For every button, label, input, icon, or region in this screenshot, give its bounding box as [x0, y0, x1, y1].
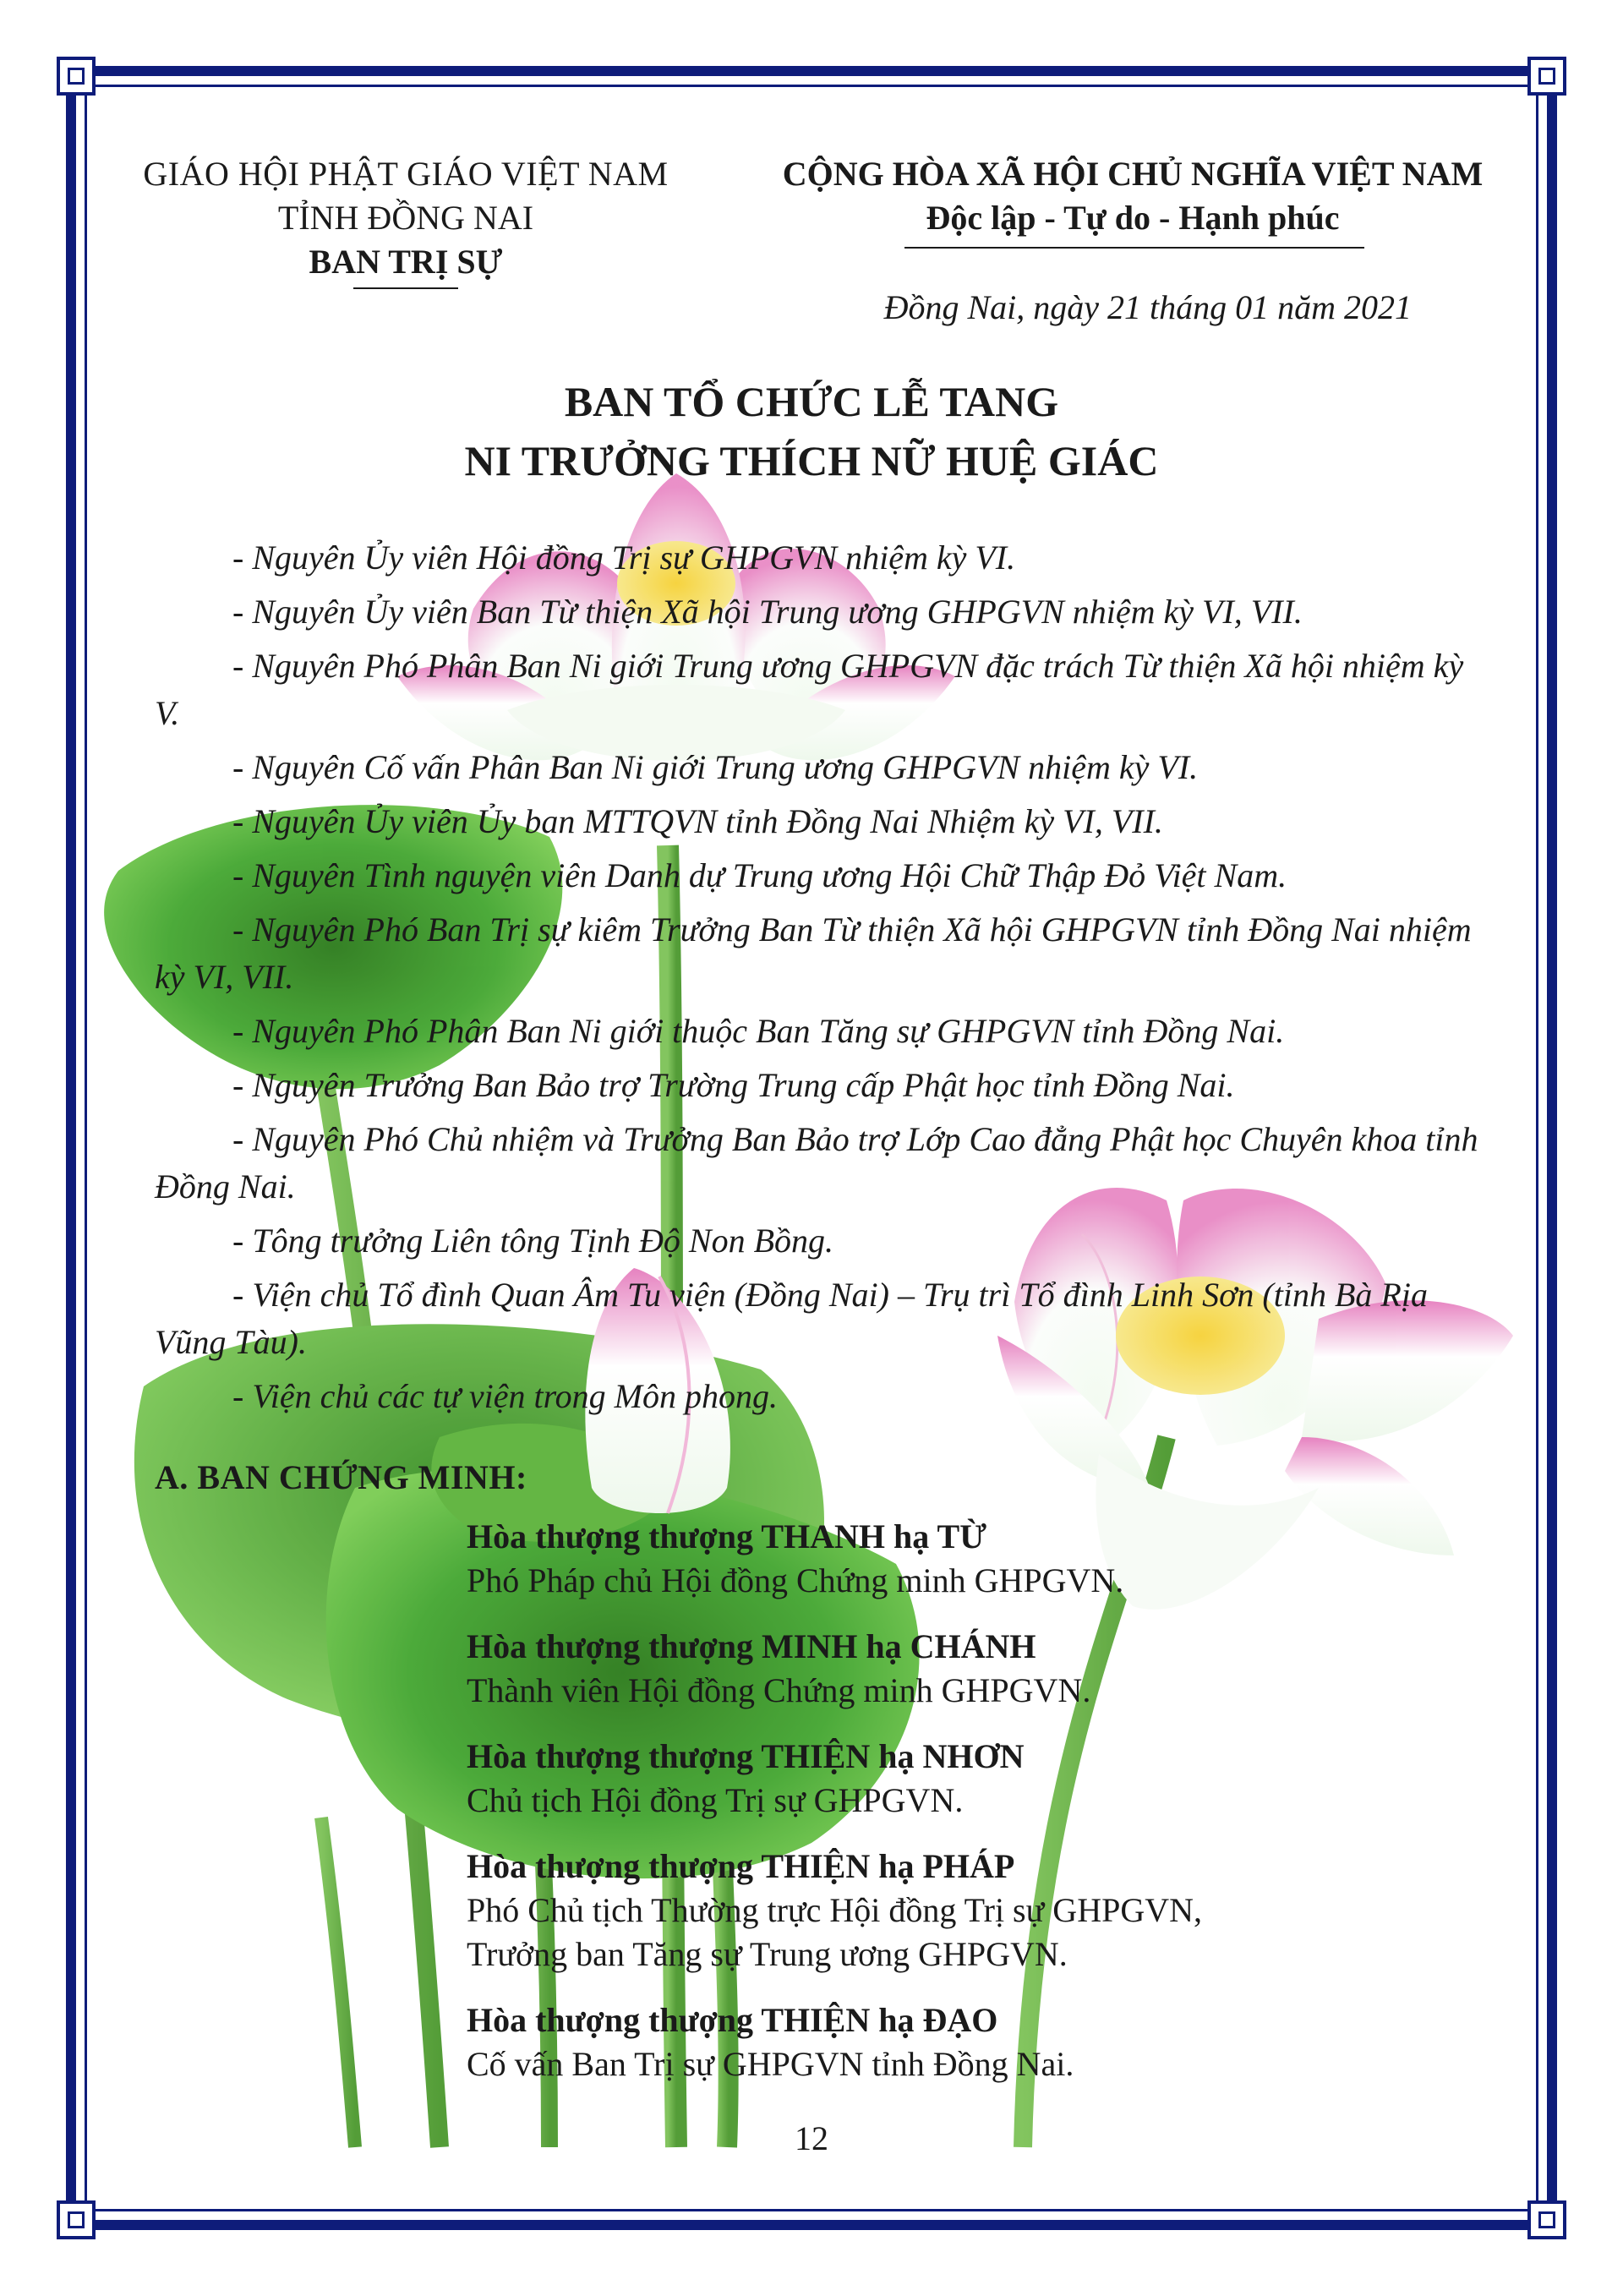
member-name: Hòa thượng thượng THIỆN hạ PHÁP — [467, 1847, 1015, 1885]
member-role: Trưởng ban Tăng sự Trung ương GHPGVN. — [467, 1935, 1068, 1973]
nation-name: CỘNG HÒA XÃ HỘI CHỦ NGHĨA VIỆT NAM — [782, 155, 1484, 193]
member-role: Phó Chủ tịch Thường trực Hội đồng Trị sự GHPGVN, — [467, 1891, 1202, 1929]
member-name: Hòa thượng thượng THANH hạ TỪ — [467, 1517, 987, 1555]
role-item: - Nguyên Cố vấn Phân Ban Ni giới Trung ương GHPGVN nhiệm kỳ VI. — [232, 748, 1199, 786]
role-item: - Nguyên Phó Phân Ban Ni giới Trung ương GHPGVN đặc trách Từ thiện Xã hội nhiệm kỳ V. — [155, 647, 1464, 732]
corner-ornament-top-left — [57, 57, 96, 96]
role-item: - Nguyên Phó Phân Ban Ni giới thuộc Ban Tăng sự GHPGVN tỉnh Đồng Nai. — [232, 1012, 1285, 1050]
member-role: Chủ tịch Hội đồng Trị sự GHPGVN. — [467, 1781, 964, 1819]
member-role: Thành viên Hội đồng Chứng minh GHPGVN. — [467, 1671, 1091, 1709]
role-item: - Nguyên Phó Ban Trị sự kiêm Trưởng Ban Từ thiện Xã hội GHPGVN tỉnh Đồng Nai nhiệm kỳ VI, VII. — [155, 910, 1472, 996]
corner-ornament-bottom-right — [1527, 2200, 1566, 2239]
document-title — [135, 372, 1488, 490]
role-item: - Nguyên Trưởng Ban Bảo trợ Trường Trung cấp Phật học tỉnh Đồng Nai. — [232, 1066, 1235, 1104]
corner-ornament-top-right — [1527, 57, 1566, 96]
issuer-organization: GIÁO HỘI PHẬT GIÁO VIỆT NAM — [143, 155, 669, 193]
role-item: - Nguyên Tình nguyện viên Danh dự Trung ương Hội Chữ Thập Đỏ Việt Nam. — [232, 856, 1287, 894]
corner-ornament-bottom-left — [57, 2200, 96, 2239]
role-item: - Nguyên Ủy viên Hội đồng Trị sự GHPGVN nhiệm kỳ VI. — [232, 538, 1016, 577]
member-entry — [467, 1998, 1481, 2086]
member-name: Hòa thượng thượng MINH hạ CHÁNH — [467, 1627, 1036, 1665]
document-date: Đồng Nai, ngày 21 tháng 01 năm 2021 — [883, 288, 1412, 326]
role-item: - Viện chủ Tổ đình Quan Âm Tu viện (Đồng Nai) – Trụ trì Tổ đình Linh Sơn (tỉnh Bà Rịa Vũng Tàu). — [155, 1276, 1428, 1361]
member-entry — [467, 1735, 1481, 1823]
member-role: Cố vấn Ban Trị sự GHPGVN tỉnh Đồng Nai. — [467, 2045, 1074, 2083]
motto-underline — [904, 247, 1364, 249]
roles-list — [155, 534, 1482, 1427]
member-name: Hòa thượng thượng THIỆN hạ NHƠN — [467, 1737, 1025, 1775]
member-entry — [467, 1515, 1481, 1603]
member-role: Phó Pháp chủ Hội đồng Chứng minh GHPGVN. — [467, 1561, 1124, 1599]
member-name: Hòa thượng thượng THIỆN hạ ĐẠO — [467, 2001, 998, 2039]
role-item: - Viện chủ các tự viện trong Môn phong. — [232, 1377, 778, 1415]
title-line-2: NI TRƯỞNG THÍCH NỮ HUỆ GIÁC — [464, 437, 1159, 484]
section-heading: A. BAN CHỨNG MINH: — [155, 1458, 527, 1496]
issuer-department: BAN TRỊ SỰ — [309, 243, 503, 281]
role-item: - Tông trưởng Liên tông Tịnh Độ Non Bồng. — [232, 1222, 833, 1260]
member-entry — [467, 1845, 1481, 1976]
national-heading — [735, 152, 1530, 240]
members-list — [467, 1515, 1481, 2108]
national-motto: Độc lập - Tự do - Hạnh phúc — [926, 199, 1340, 237]
role-item: - Nguyên Ủy viên Ban Từ thiện Xã hội Trung ương GHPGVN nhiệm kỳ VI, VII. — [232, 593, 1303, 631]
role-item: - Nguyên Phó Chủ nhiệm và Trưởng Ban Bảo trợ Lớp Cao đẳng Phật học Chuyên khoa tỉnh Đồng Nai. — [155, 1120, 1478, 1205]
issuer-block — [127, 152, 685, 284]
issuer-province: TỈNH ĐỒNG NAI — [277, 199, 534, 237]
issuer-underline — [353, 287, 458, 289]
title-line-1: BAN TỔ CHỨC LỄ TANG — [564, 378, 1059, 425]
page-number: 12 — [795, 2119, 828, 2157]
role-item: - Nguyên Ủy viên Ủy ban MTTQVN tỉnh Đồng Nai Nhiệm kỳ VI, VII. — [232, 802, 1163, 840]
member-entry — [467, 1625, 1481, 1713]
